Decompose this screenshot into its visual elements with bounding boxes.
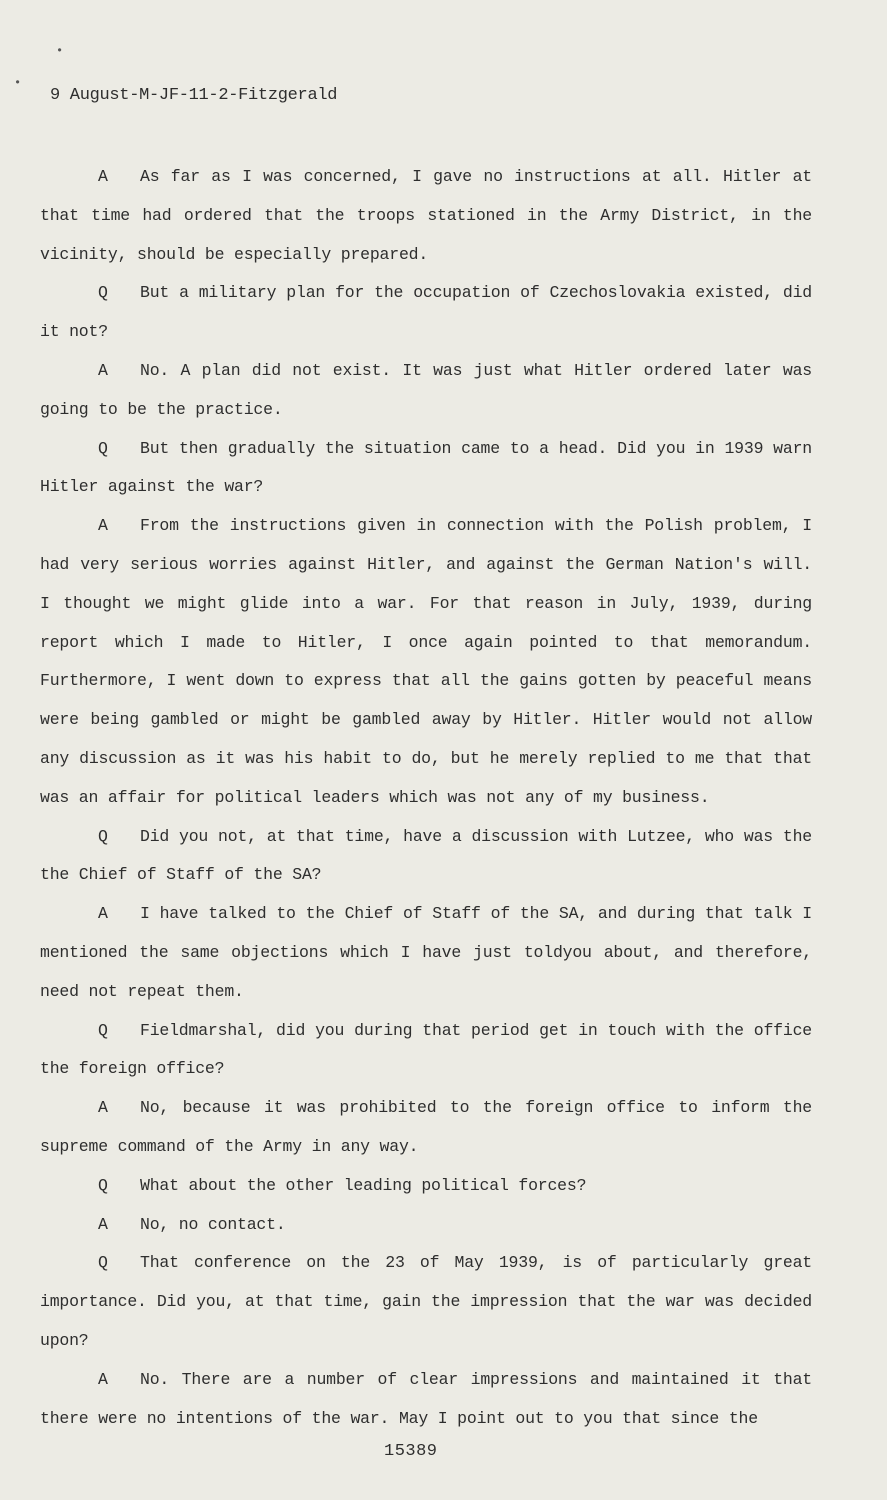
speaker-label: A [98, 904, 108, 924]
paragraph-text: Fieldmarshal, did you during that period get in touch with the office the foreign office? [40, 1020, 812, 1079]
speaker-label: Q [98, 1175, 108, 1195]
speaker-label: A [98, 516, 108, 536]
speaker-label: Q [98, 826, 108, 846]
paragraph-text: Did you not, at that time, have a discussion with Lutzee, who was the the Chief of Staff of the SA? [40, 826, 812, 885]
speaker-label: Q [98, 1253, 108, 1273]
transcript-paragraph [40, 895, 812, 1011]
paragraph-text: I have talked to the Chief of Staff of the SA, and during that talk I mentioned the same objections which I have just toldyou about, and therefore, need not repeat them. [40, 904, 812, 1001]
document-reference: 9 August-M-JF-11-2-Fitzgerald [50, 86, 338, 105]
paragraph-text: No, because it was prohibited to the foreign office to inform the supreme command of the Army in any way. [40, 1098, 812, 1156]
speaker-label: Q [98, 438, 108, 458]
punch-mark: • [14, 76, 22, 90]
speaker-label: Q [98, 1020, 108, 1040]
paragraph-text: No, no contact. [140, 1214, 286, 1234]
transcript-paragraph [40, 1167, 812, 1206]
transcript-paragraph [40, 818, 812, 896]
transcript-paragraph [40, 430, 812, 508]
punch-mark: • [56, 44, 64, 58]
paragraph-text: As far as I was concerned, I gave no instructions at all. Hitler at that time had ordered that the troops stationed in the Army District, in the vicinity, should be especially prepared. [40, 167, 812, 264]
paragraph-text: But a military plan for the occupation of Czechoslovakia existed, did it not? [40, 283, 812, 342]
paragraph-text: From the instructions given in connection with the Polish problem, I had very serious worries against Hitler, and against the German Nation's will. I thought we might glide into a war. For that reason in July, 1939, during report which I made to Hitler, I once again pointed to that memorandum. Furthermore, I went down to express that all the gains gotten by peaceful means were being gambled or might be gambled away by Hitler. Hitler would not allow any discussion as it was his habit to do, but he merely replied to me that that was an affair for political leaders which was not any of my business. [40, 516, 812, 807]
transcript-paragraph [40, 507, 812, 817]
transcript-paragraph [40, 158, 812, 274]
transcript-paragraph [40, 1361, 812, 1439]
transcript-paragraph [40, 1089, 812, 1167]
paragraph-text: What about the other leading political forces? [140, 1175, 587, 1195]
transcript-body [40, 158, 812, 1438]
paragraph-text: That conference on the 23 of May 1939, is of particularly great importance. Did you, at that time, gain the impression that the war was decided upon? [40, 1253, 812, 1350]
speaker-label: A [98, 1214, 108, 1234]
speaker-label: A [98, 360, 108, 380]
speaker-label: A [98, 1369, 108, 1389]
transcript-paragraph [40, 1012, 812, 1090]
paragraph-text: No. There are a number of clear impressions and maintained it that there were no intentions of the war. May I point out to you that since the [40, 1369, 812, 1428]
speaker-label: A [98, 1098, 108, 1118]
transcript-paragraph [40, 274, 812, 352]
speaker-label: Q [98, 283, 108, 303]
transcript-paragraph [40, 1244, 812, 1360]
page-number: 15389 [384, 1442, 438, 1461]
transcript-paragraph [40, 1206, 812, 1245]
speaker-label: A [98, 167, 108, 186]
transcript-paragraph [40, 352, 812, 430]
paragraph-text: But then gradually the situation came to a head. Did you in 1939 warn Hitler against the war? [40, 438, 812, 497]
paragraph-text: No. A plan did not exist. It was just what Hitler ordered later was going to be the practice. [40, 360, 812, 419]
